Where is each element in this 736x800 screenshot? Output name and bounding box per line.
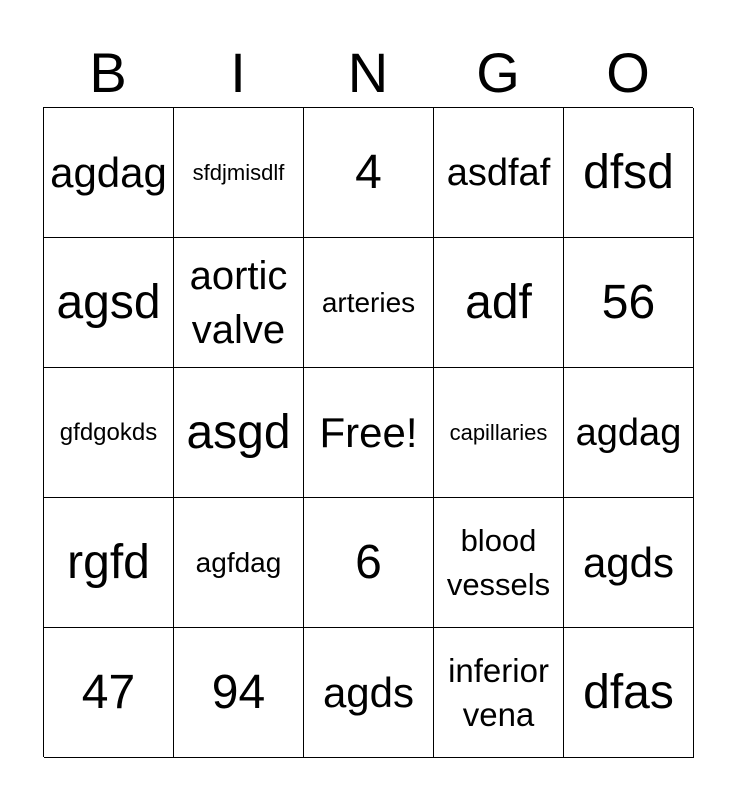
bingo-cell[interactable] (44, 498, 174, 628)
cell-text: rgfd (67, 535, 150, 589)
cell-text: 6 (355, 535, 382, 589)
bingo-cell[interactable] (304, 238, 434, 368)
bingo-cell[interactable] (564, 628, 694, 758)
bingo-cell[interactable] (564, 108, 694, 238)
cell-text: 47 (81, 665, 136, 719)
bingo-cell[interactable] (174, 368, 304, 498)
bingo-cell[interactable] (434, 238, 564, 368)
bingo-header (43, 42, 693, 104)
bingo-cell[interactable] (304, 628, 434, 758)
cell-text: agdag (50, 148, 167, 196)
cell-text: capillaries (449, 419, 548, 445)
free-space-text: Free! (319, 408, 418, 456)
cell-text: agdag (575, 411, 682, 454)
bingo-cell[interactable] (304, 498, 434, 628)
bingo-cell[interactable] (564, 238, 694, 368)
bingo-cell[interactable] (434, 628, 564, 758)
header-letter-i: I (230, 41, 246, 104)
cell-text: 56 (601, 275, 656, 329)
cell-text: aortic valve (189, 253, 288, 352)
cell-text: inferior vena (448, 651, 549, 733)
cell-text: 4 (355, 145, 382, 199)
cell-text: adf (465, 275, 532, 329)
cell-text: agds (322, 668, 415, 716)
cell-text: asgd (186, 405, 291, 459)
bingo-cell[interactable] (434, 108, 564, 238)
bingo-cell[interactable] (304, 108, 434, 238)
bingo-cell[interactable] (174, 498, 304, 628)
bingo-cell[interactable] (434, 498, 564, 628)
bingo-cell[interactable] (174, 238, 304, 368)
bingo-cell[interactable] (44, 238, 174, 368)
bingo-cell[interactable] (564, 368, 694, 498)
bingo-card (43, 107, 693, 757)
cell-text: sfdjmisdlf (192, 159, 285, 185)
cell-text: agfdag (195, 546, 282, 578)
cell-text: agsd (56, 275, 161, 329)
cell-text: arteries (321, 286, 416, 318)
header-letter-o: O (606, 41, 650, 104)
cell-text: gfdgokds (59, 418, 158, 446)
bingo-cell[interactable] (174, 108, 304, 238)
cell-text: agds (582, 538, 675, 586)
bingo-cell[interactable] (564, 498, 694, 628)
bingo-cell[interactable] (434, 368, 564, 498)
cell-text: dfas (583, 665, 674, 719)
bingo-cell[interactable] (44, 628, 174, 758)
cell-text: 94 (211, 665, 266, 719)
cell-text: blood vessels (446, 522, 551, 602)
header-letter-n: N (347, 41, 389, 104)
bingo-cell[interactable] (44, 368, 174, 498)
header-letter-b: B (89, 41, 127, 104)
bingo-cell[interactable] (44, 108, 174, 238)
free-space-cell[interactable] (304, 368, 434, 498)
bingo-cell[interactable] (174, 628, 304, 758)
cell-text: dfsd (583, 145, 674, 199)
header-letter-g: G (476, 41, 520, 104)
cell-text: asdfaf (446, 151, 551, 194)
